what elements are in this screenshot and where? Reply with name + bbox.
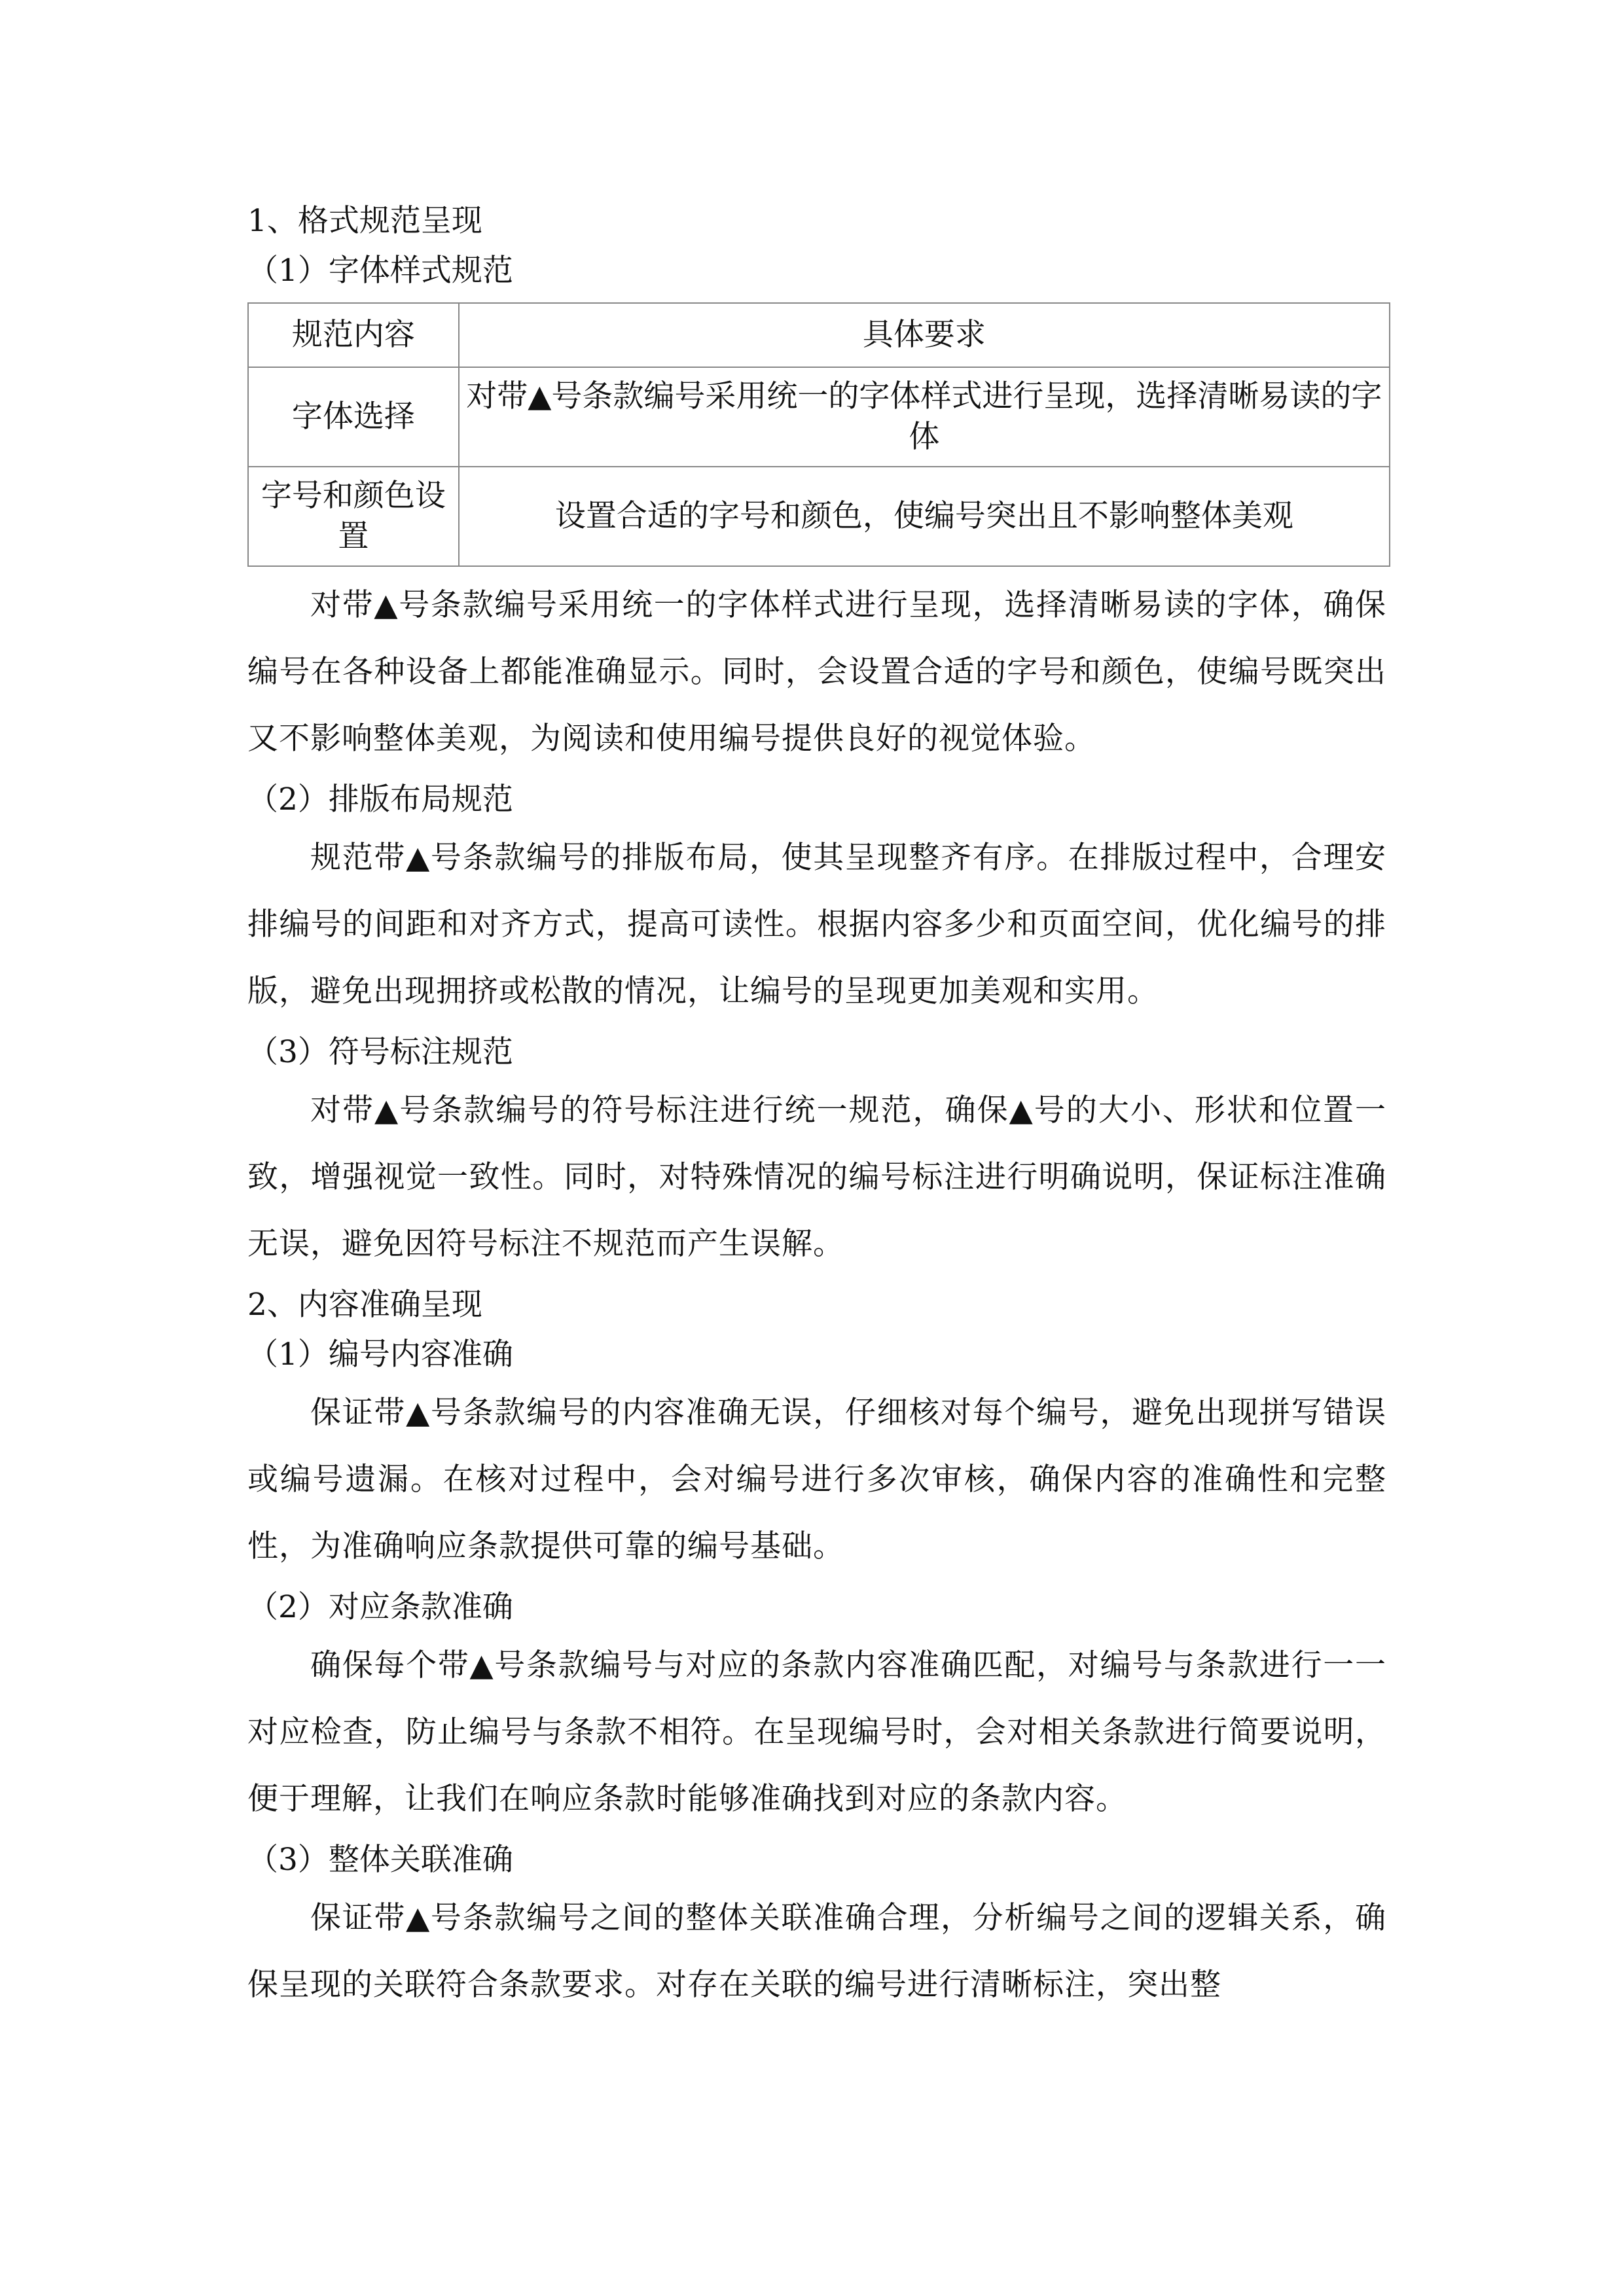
paragraph: 规范带▲号条款编号的排版布局，使其呈现整齐有序。在排版过程中，合理安排编号的间距和对齐方式，提高可读性。根据内容多少和页面空间，优化编号的排版，避免出现拥挤或松散的情况，让编号的呈现更加美观和实用。 (247, 840, 1386, 1009)
paragraph: 确保每个带▲号条款编号与对应的条款内容准确匹配，对编号与条款进行一一对应检查，防止编号与条款不相符。在呈现编号时，会对相关条款进行简要说明，便于理解，让我们在响应条款时能够准确找到对应的条款内容。 (247, 1647, 1386, 1817)
table-cell: 设置合适的字号和颜色，使编号突出且不影响整体美观 (459, 467, 1390, 566)
font-spec-table (247, 302, 1390, 567)
paragraph: 保证带▲号条款编号之间的整体关联准确合理，分析编号之间的逻辑关系，确保呈现的关联符合条款要求。对存在关联的编号进行清晰标注，突出整 (247, 1900, 1386, 2003)
section-2-heading: 2、内容准确呈现 (247, 1287, 482, 1323)
section-1-1-heading: （1）字体样式规范 (247, 253, 513, 289)
table-cell: 对带▲号条款编号采用统一的字体样式进行呈现，选择清晰易读的字体 (459, 367, 1390, 467)
table-header-cell: 具体要求 (459, 303, 1390, 367)
section-2-3-heading: （3）整体关联准确 (247, 1842, 513, 1878)
section-2-2-heading: （2）对应条款准确 (247, 1589, 513, 1625)
table-row (248, 367, 1390, 467)
document-page (247, 196, 1386, 2018)
paragraph: 保证带▲号条款编号的内容准确无误，仔细核对每个编号，避免出现拼写错误或编号遗漏。在核对过程中，会对编号进行多次审核，确保内容的准确性和完整性，为准确响应条款提供可靠的编号基础。 (247, 1395, 1386, 1564)
table-cell: 字体选择 (248, 367, 459, 467)
paragraph: 对带▲号条款编号的符号标注进行统一规范，确保▲号的大小、形状和位置一致，增强视觉一致性。同时，对特殊情况的编号标注进行明确说明，保证标注准确无误，避免因符号标注不规范而产生误解。 (247, 1092, 1386, 1262)
table-header-row (248, 303, 1390, 367)
section-2-1-heading: （1）编号内容准确 (247, 1336, 513, 1372)
table-cell: 字号和颜色设置 (248, 467, 459, 566)
paragraph: 对带▲号条款编号采用统一的字体样式进行呈现，选择清晰易读的字体，确保编号在各种设备上都能准确显示。同时，会设置合适的字号和颜色，使编号既突出又不影响整体美观，为阅读和使用编号提供良好的视觉体验。 (247, 587, 1386, 757)
section-1-3-heading: （3）符号标注规范 (247, 1034, 513, 1070)
table-header-cell: 规范内容 (248, 303, 459, 367)
section-1-heading: 1、格式规范呈现 (247, 203, 482, 239)
table-row (248, 467, 1390, 566)
section-1-2-heading: （2）排版布局规范 (247, 781, 513, 817)
